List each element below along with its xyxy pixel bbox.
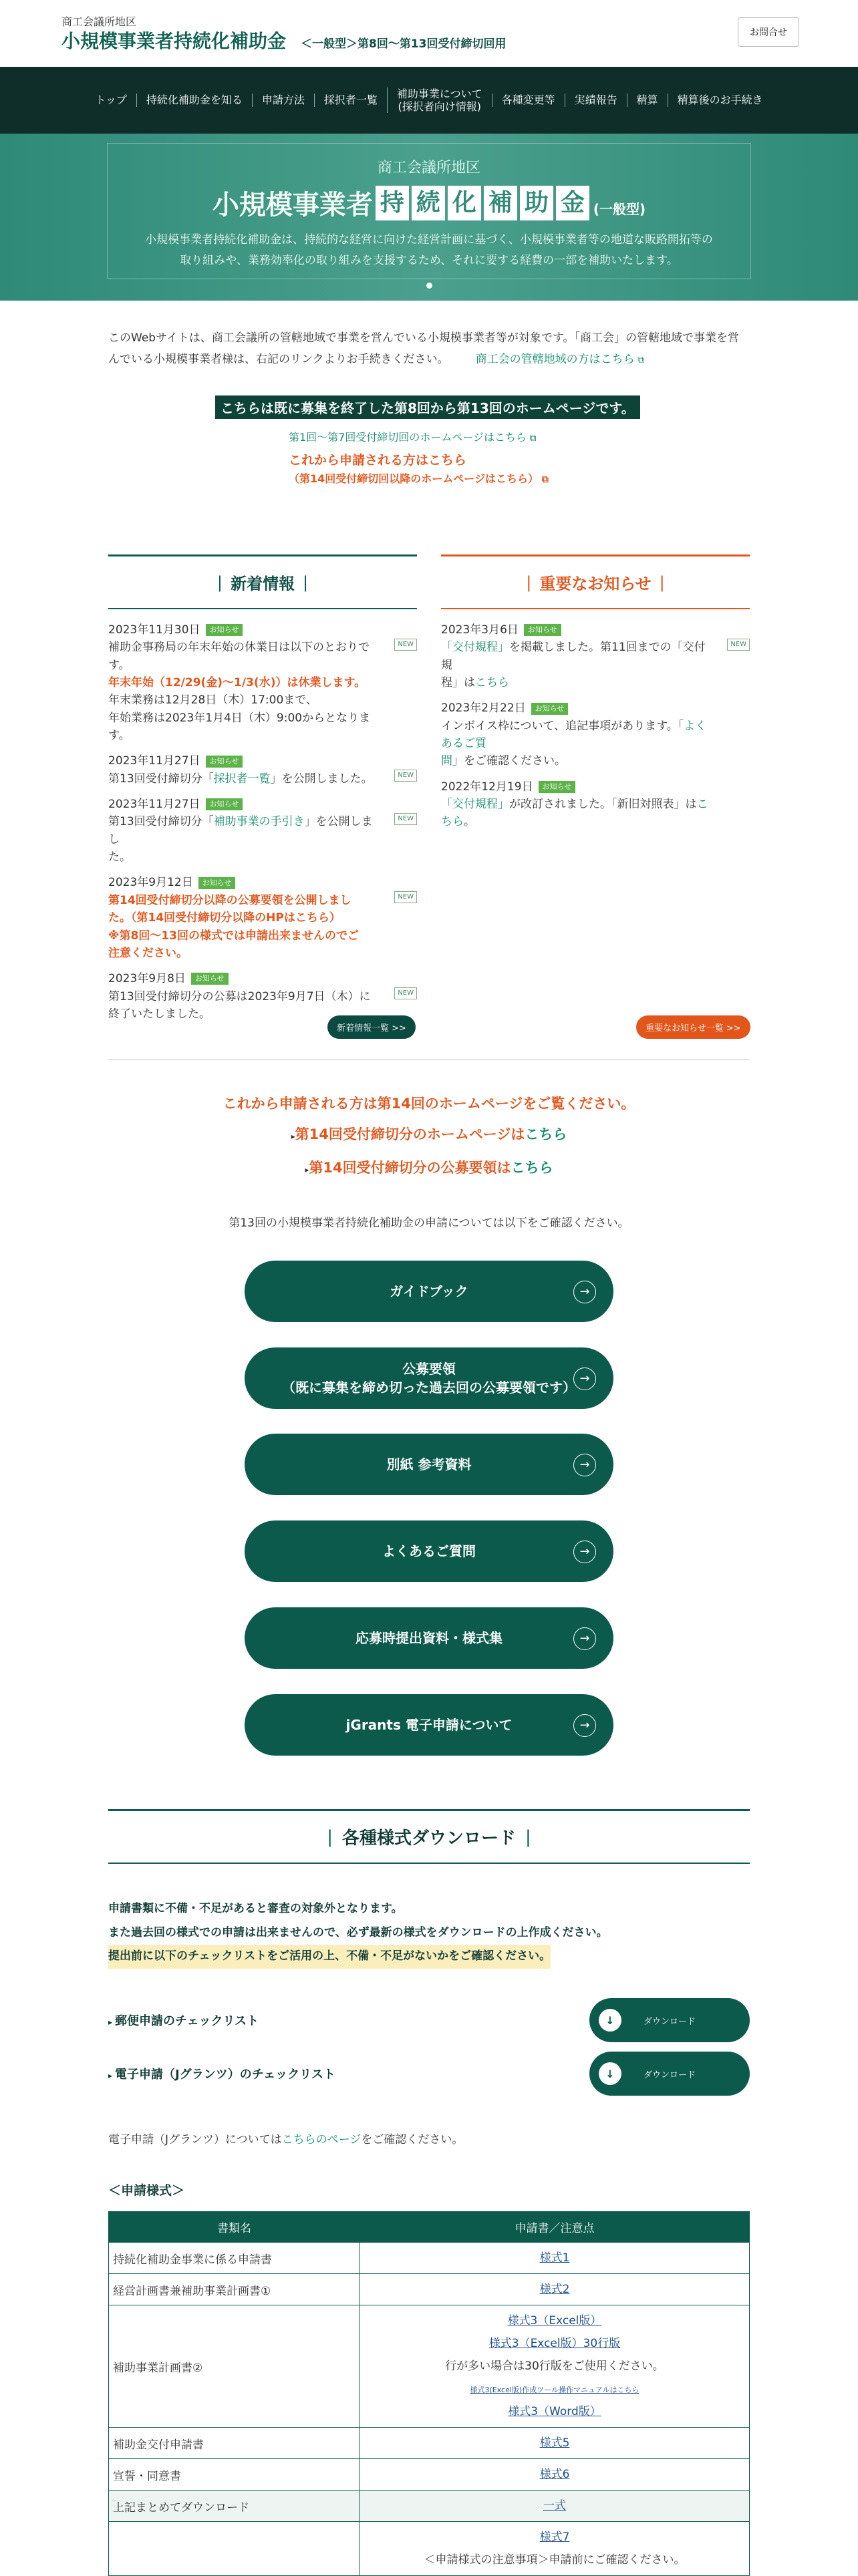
table-row: 経営計画書兼補助事業計画書① 様式2	[109, 2274, 750, 2305]
form-link[interactable]: 様式2	[539, 2283, 570, 2296]
nav-subsidy-project[interactable]: 補助事業について (採択者向け情報)	[387, 88, 492, 113]
notice-badge: お知らせ	[206, 624, 243, 636]
rules-link[interactable]: 「交付規程」	[441, 641, 509, 655]
guide-link[interactable]: 補助事業の手引き	[213, 815, 305, 829]
arrow-right-icon: →	[573, 1367, 596, 1390]
notice-badge: お知らせ	[539, 781, 576, 793]
nav-settlement[interactable]: 精算	[627, 94, 668, 106]
table-row: 持続化補助金事業に係る申請書 様式1	[109, 2243, 750, 2274]
intro-links	[289, 429, 549, 488]
hero-area: 商工会議所地区	[377, 160, 480, 176]
promo-line: ▸第14回受付締切分のホームページはこちら	[291, 1126, 567, 1142]
arrow-right-icon: →	[573, 1454, 596, 1476]
header-subtitle: 商工会議所地区	[61, 15, 137, 28]
news-date: 2023年11月30日	[108, 623, 200, 637]
hero-desc-line: 小規模事業者持続化補助金は、持続的な経営に向けた経営計画に基づく、小規模事業者等の地道な販路開拓等の	[145, 233, 713, 247]
promo-confirm: 第13回の小規模事業者持続化補助金の申請については以下をご確認ください。	[229, 1217, 629, 1230]
jgrants-note: 電子申請（Jグランツ）についてはこちらのページをご確認ください。	[108, 2133, 464, 2146]
form-link[interactable]: 様式3（Excel版）	[507, 2314, 602, 2327]
new-tag: NEW	[394, 639, 417, 651]
forms-table	[108, 2211, 750, 2576]
downloads-heading: | 各種様式ダウンロード |	[108, 1809, 750, 1864]
hero-title-prefix: 小規模事業者	[212, 190, 373, 220]
intro-text	[108, 327, 750, 371]
news-text: す。	[108, 658, 130, 672]
round14-guidelines-link[interactable]: こちら	[511, 1160, 553, 1176]
shokokai-link[interactable]: 商工会の管轄地域の方はこちら ⧉	[476, 353, 644, 366]
arrow-right-icon: →	[573, 1627, 596, 1650]
form-link[interactable]: 様式1	[539, 2251, 570, 2265]
nav-report[interactable]: 実績報告	[565, 94, 627, 106]
jgrants-page-link[interactable]: こちらのページ	[281, 2133, 362, 2146]
new-tag: NEW	[394, 891, 417, 903]
important-more-button[interactable]: 重要なお知らせ一覧 >>	[636, 1015, 750, 1039]
intro-line: このWebサイトは、商工会議所の管轄地域で事業を営んでいる小規模事業者等が対象です。「商工会」の管轄地域で事業を営	[108, 331, 740, 345]
form-link[interactable]: 様式6	[539, 2468, 570, 2481]
nav-adopted[interactable]: 採択者一覧	[314, 94, 387, 106]
news-text: 補助金事務局の年末年始の休業日は以下のとおりで	[108, 641, 370, 655]
contact-button[interactable]: お問合せ	[738, 17, 799, 47]
news-emphasis: 年末年始（12/29(金)〜1/3(水)）は休業します。	[108, 676, 366, 690]
important-item: 2023年2月22日 お知らせ インボイス枠について、追記事項があります。「よくあるご質 問」をご確認ください。	[441, 699, 750, 770]
faq-link-cont[interactable]: 問	[441, 754, 452, 768]
news-list	[108, 609, 417, 1023]
nav-about[interactable]: 持続化補助金を知る	[136, 94, 252, 106]
round14-notice-link[interactable]: 第14回受付締切分以降の公募要領を公開しまし た。（第14回受付締切分以降のHPはこちら） ※第8回〜13回の様式では申請出来ませんのでご 注意ください。	[108, 893, 360, 960]
global-nav	[0, 67, 858, 134]
important-list	[441, 609, 750, 831]
downloads-notes: 申請書類に不備・不足があると審査の対象外となります。 また過去回の様式での申請は出来ませんので、必ず最新の様式をダウンロードの上作成ください。 提出前に以下のチェックリストをご活用の上、不備・不足がないかをご確認ください。	[108, 1897, 608, 1969]
new-tag: NEW	[394, 987, 417, 999]
checklist-postal-row: ▸ 郵便申請のチェックリスト ↓ ダウンロード	[108, 1996, 750, 2044]
nav-after-settlement[interactable]: 精算後のお手続き	[668, 94, 772, 106]
hero-desc-line: 取り組みや、業務効率化の取り組みを支援するため、それに要する経費の一部を補助いたします。	[180, 253, 678, 267]
download-button[interactable]: ↓ ダウンロード	[589, 1998, 750, 2042]
hero-title-char: 補	[484, 186, 517, 220]
old-rules-link[interactable]: こちら	[475, 676, 509, 690]
forms-collection-button[interactable]: 応募時提出資料・様式集 →	[245, 1607, 613, 1669]
news-item	[108, 621, 417, 744]
hero-title-suffix: (一般型)	[593, 201, 646, 217]
new-applicant-link[interactable]: これから申請される方はこちら	[289, 452, 467, 468]
news-date: 2023年11月27日	[108, 754, 200, 768]
faq-link[interactable]: よくあるご質	[441, 719, 707, 751]
guidebook-button[interactable]: ガイドブック →	[245, 1261, 613, 1322]
nav-apply[interactable]: 申請方法	[252, 94, 314, 106]
table-row: 上記まとめてダウンロード 一式	[109, 2490, 750, 2522]
forms-title: ＜申請様式＞	[108, 2183, 185, 2198]
rules-revised-link[interactable]: 「交付規程」	[441, 798, 509, 812]
download-button[interactable]: ↓ ダウンロード	[589, 2052, 750, 2096]
table-row: 補助事業計画書② 様式3（Excel版） 様式3（Excel版）30行版 行が多い場合は30行版をご使用ください。 様式3(Excel版)作成ツール操作マニュアルはこちら 様式3（Word版）	[109, 2305, 750, 2428]
hero-title-char: 続	[412, 186, 445, 220]
form-link[interactable]: 様式3（Excel版）30行版	[488, 2337, 621, 2350]
faq-button[interactable]: よくあるご質問 →	[245, 1520, 613, 1582]
important-date: 2022年12月19日	[441, 780, 533, 794]
hero-frame	[107, 143, 751, 279]
notice-badge: お知らせ	[531, 703, 569, 715]
news-item: 2023年9月8日 お知らせ NEW 第13回受付締切分の公募は2023年9月7日（木）に 終了いたしました。	[108, 970, 417, 1023]
new-tag: NEW	[394, 813, 417, 825]
arrow-right-icon: →	[573, 1281, 596, 1303]
hero-title-char: 金	[556, 186, 589, 220]
news-date: 2023年9月12日	[108, 876, 193, 890]
download-icon: ↓	[599, 2009, 621, 2032]
intro-line: んでいる小規模事業者様は、右記のリンクよりお手続きください。	[108, 353, 449, 367]
table-row: 補助金交付申請書 様式5	[109, 2428, 750, 2459]
news-column	[108, 554, 417, 1031]
important-column	[441, 554, 750, 839]
site-logo[interactable]	[61, 27, 507, 53]
news-text: 年始業務は2023年1月4日（木）9:00からとなります。	[108, 711, 371, 743]
news-date: 2023年9月8日	[108, 972, 186, 986]
notice-badge: お知らせ	[191, 973, 229, 985]
reference-button[interactable]: 別紙 参考資料 →	[245, 1434, 613, 1495]
news-text: 年末業務は12月28日（木）17:00まで、	[108, 693, 317, 707]
round14-home-link[interactable]: こちら	[525, 1126, 567, 1142]
important-date: 2023年2月22日	[441, 701, 526, 715]
news-more-button[interactable]: 新着情報一覧 >>	[327, 1015, 416, 1039]
hero-banner	[0, 134, 858, 301]
arrow-right-icon: →	[573, 1541, 596, 1563]
nav-top[interactable]: トップ	[95, 94, 127, 107]
site-title: 小規模事業者持続化補助金	[61, 30, 287, 52]
notice-badge: お知らせ	[198, 877, 236, 889]
manual-link[interactable]: 様式3(Excel版)作成ツール操作マニュアルはこちら	[470, 2386, 639, 2394]
site-edition: ＜一般型＞第8回〜第13回受付締切回用	[301, 37, 507, 51]
form-link[interactable]: 様式7	[539, 2531, 570, 2544]
round14-site-link[interactable]: （第14回受付締切回以降のホームページはこちら） ⧉	[289, 472, 549, 485]
nav-changes[interactable]: 各種変更等	[492, 94, 565, 106]
notice-badge: お知らせ	[524, 624, 561, 636]
notice-badge: お知らせ	[206, 756, 243, 768]
table-header: 書類名	[109, 2212, 360, 2243]
comparison-link[interactable]: こちら	[441, 798, 708, 829]
checklist-electronic-row: ▸ 電子申請（Jグランツ）のチェックリスト ↓ ダウンロード	[108, 2050, 750, 2098]
carousel-dot[interactable]	[426, 283, 432, 289]
news-item: 2023年11月27日 お知らせ NEW 第13回受付締切分「補助事業の手引き」を公開しまし た。	[108, 796, 417, 866]
guidelines-button[interactable]: 公募要領 （既に募集を締め切った過去回の公募要領です） →	[245, 1347, 613, 1409]
important-item: 2023年3月6日 お知らせ NEW 「交付規程」を掲載しました。第11回までの「交付規 程」はこちら	[441, 621, 750, 691]
new-tag: NEW	[394, 770, 417, 782]
divider	[108, 1059, 750, 1060]
hero-title-char: 助	[520, 186, 553, 220]
news-item	[108, 874, 417, 962]
form-link[interactable]: 様式5	[539, 2436, 570, 2450]
notice-badge: お知らせ	[206, 798, 243, 810]
important-item: 2022年12月19日 お知らせ 「交付規程」が改訂されました。「新旧対照表」はこちら。	[441, 778, 750, 831]
table-row: 宣誓・同意書 様式6	[109, 2459, 750, 2490]
promo-lead: これから申請される方は第14回のホームページをご覧ください。	[223, 1096, 635, 1112]
news-date: 2023年11月27日	[108, 798, 200, 812]
past-site-link[interactable]: 第1回〜第7回受付締切回のホームページはこちら ⧉	[289, 431, 537, 444]
promo-line: ▸第14回受付締切分の公募要領はこちら	[305, 1160, 553, 1176]
hero-title-char: 化	[448, 186, 481, 220]
important-heading: | 重要なお知らせ |	[441, 554, 750, 609]
bundle-download-link[interactable]: 一式	[543, 2499, 566, 2513]
arrow-right-icon: →	[573, 1714, 596, 1737]
site-header	[0, 0, 858, 67]
news-item: 2023年11月27日 お知らせ NEW 第13回受付締切分「採択者一覧」を公開しました。	[108, 752, 417, 788]
ended-notice: こちらは既に募集を終了した第8回から第13回のホームページです。	[215, 395, 640, 419]
news-heading: | 新着情報 |	[108, 554, 417, 609]
important-date: 2023年3月6日	[441, 623, 519, 637]
adopted-list-link[interactable]: 採択者一覧	[213, 772, 271, 786]
jgrants-button[interactable]: jGrants 電子申請について →	[245, 1694, 613, 1756]
hero-title-char: 持	[376, 186, 409, 220]
form-link[interactable]: 様式3（Word版）	[508, 2405, 601, 2418]
download-icon: ↓	[599, 2062, 621, 2085]
new-tag: NEW	[727, 639, 750, 651]
table-row: 様式7 ＜申請様式の注意事項＞申請前にご確認ください。	[109, 2522, 750, 2576]
table-header: 申請書／注意点	[360, 2212, 750, 2243]
